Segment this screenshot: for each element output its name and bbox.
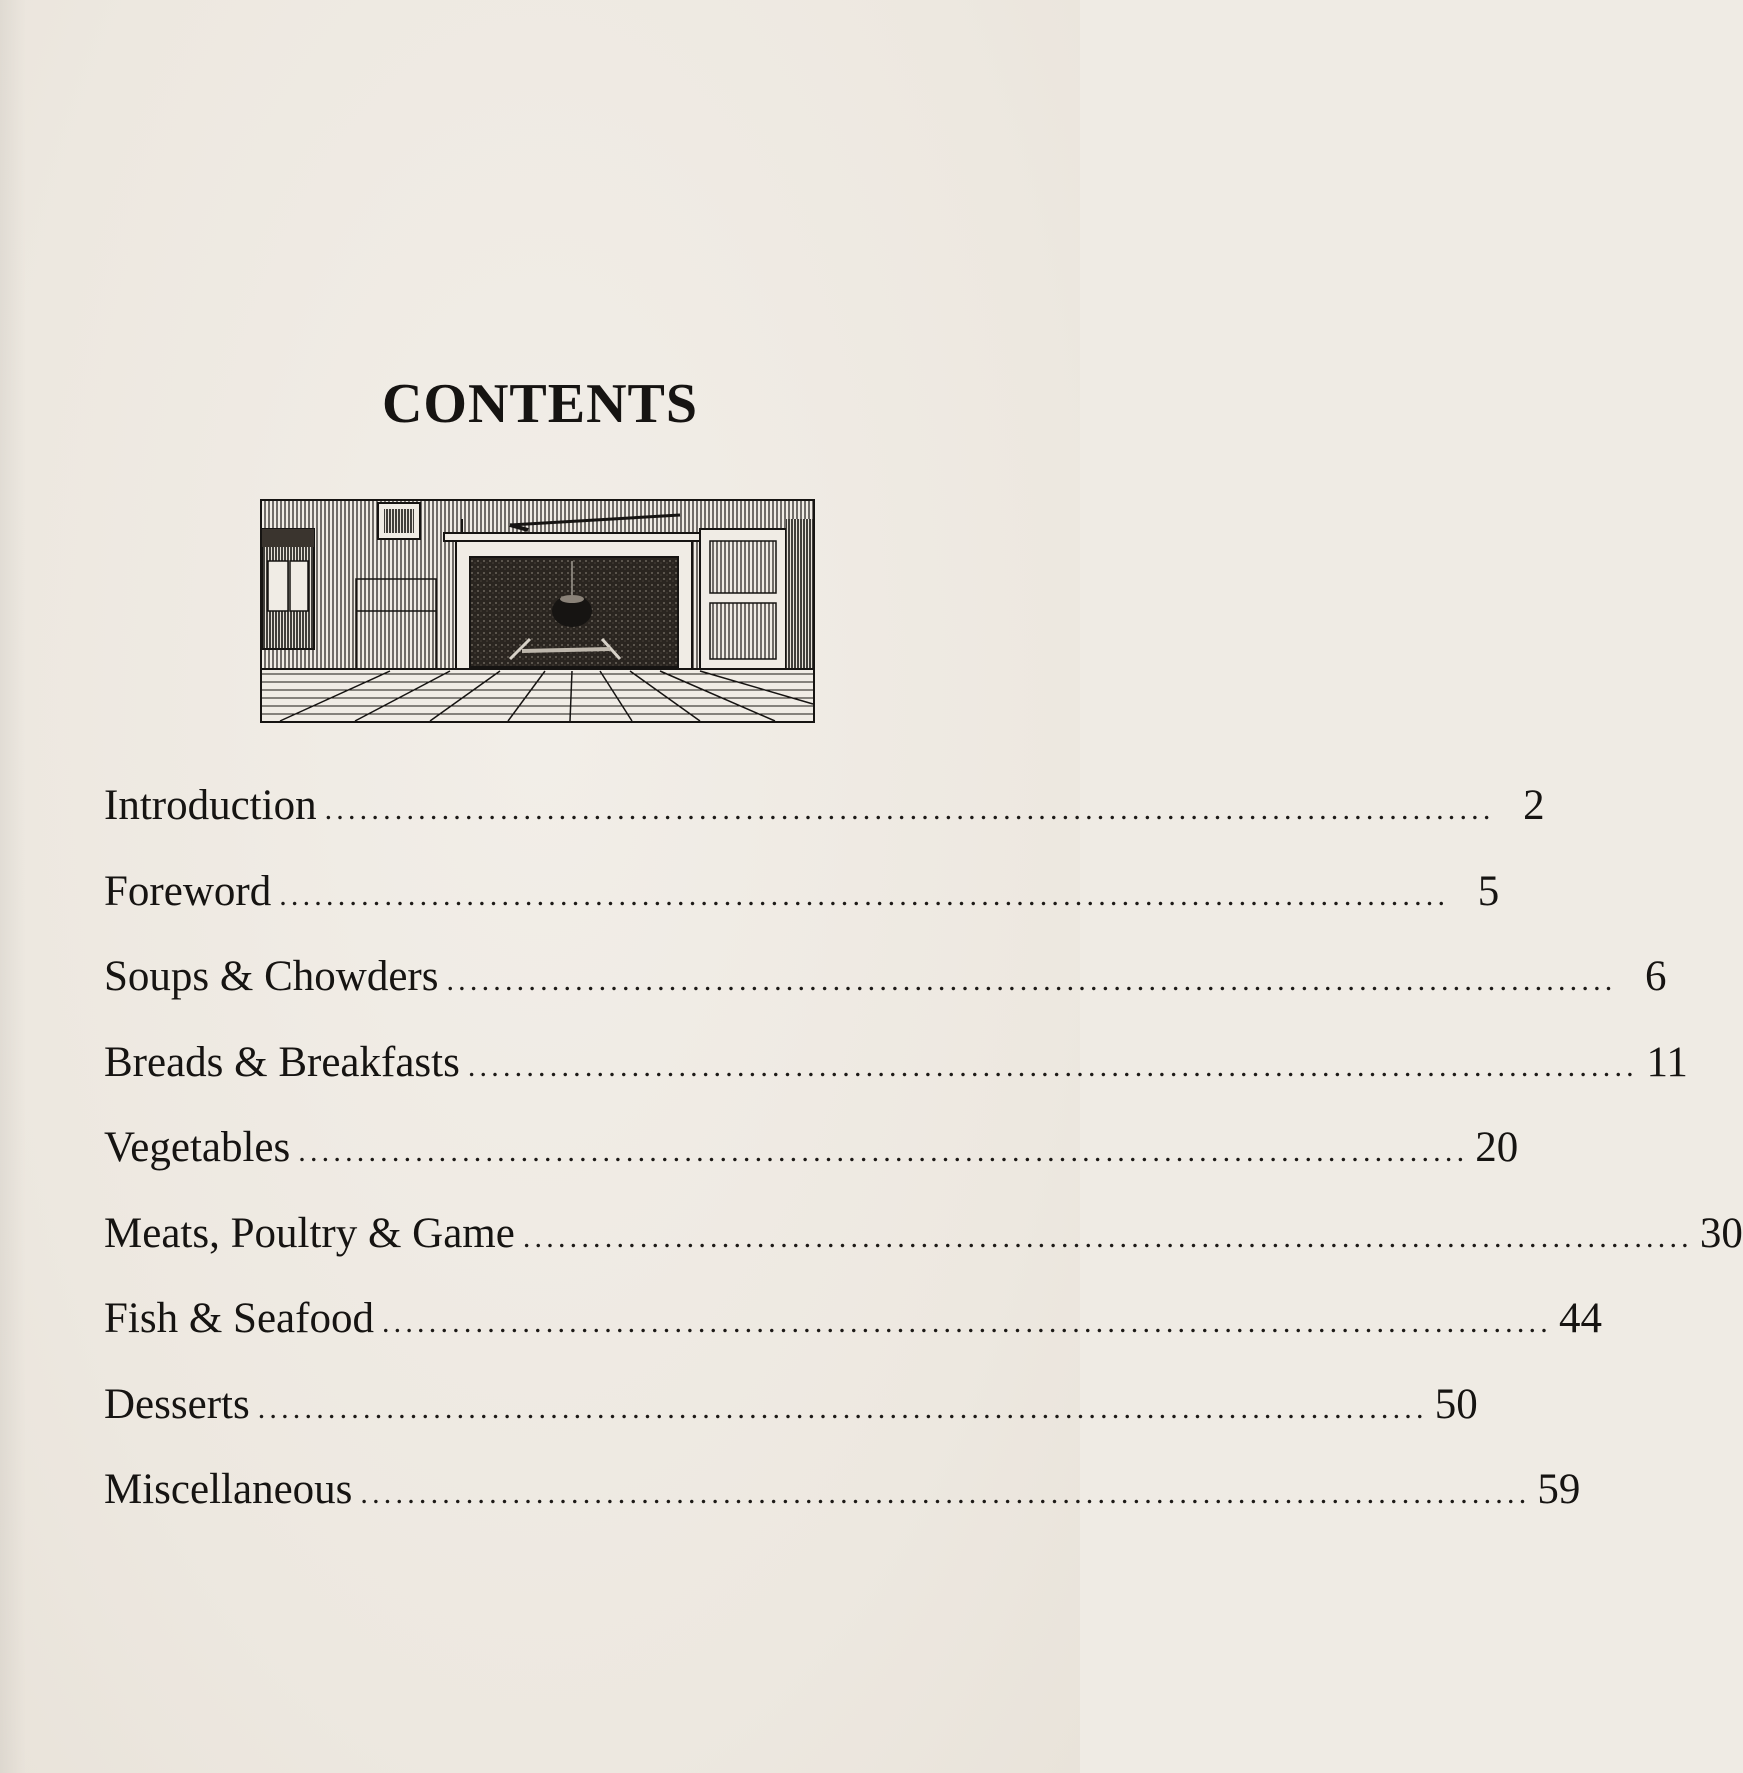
toc-entry-title: Foreword bbox=[104, 867, 272, 915]
dot-leader: .................................................................................................... bbox=[446, 964, 1617, 997]
toc-entry-title: Vegetables bbox=[104, 1124, 291, 1171]
toc-entry-title: Meats, Poultry & Game bbox=[104, 1209, 515, 1257]
toc-entry-title: Breads & Breakfasts bbox=[104, 1038, 460, 1086]
toc-entry[interactable] bbox=[104, 1033, 1688, 1119]
toc-entry-page: 2 bbox=[1523, 782, 1545, 829]
toc-entry-page: 44 bbox=[1558, 1295, 1602, 1342]
toc-entry-page: 6 bbox=[1644, 953, 1667, 1000]
toc-entry-page: 59 bbox=[1537, 1466, 1581, 1513]
toc-entry-title: Soups & Chowders bbox=[104, 953, 439, 1000]
toc-entry[interactable] bbox=[104, 862, 1500, 948]
table-of-contents bbox=[104, 776, 1743, 1546]
toc-entry-title: Desserts bbox=[104, 1380, 250, 1428]
toc-entry[interactable] bbox=[104, 776, 1545, 862]
toc-entry[interactable] bbox=[104, 947, 1667, 1033]
toc-entry-title: Miscellaneous bbox=[104, 1466, 353, 1513]
dot-leader: .................................................................................................... bbox=[360, 1477, 1531, 1510]
fireplace-illustration bbox=[260, 499, 815, 723]
toc-entry-page: 50 bbox=[1434, 1380, 1478, 1428]
dot-leader: .................................................................................................... bbox=[324, 793, 1495, 826]
toc-entry-title: Fish & Seafood bbox=[104, 1295, 374, 1342]
page-title: CONTENTS bbox=[381, 373, 699, 435]
toc-entry-title: Introduction bbox=[104, 782, 317, 829]
toc-entry[interactable] bbox=[104, 1375, 1478, 1461]
toc-entry[interactable] bbox=[104, 1118, 1519, 1204]
dot-leader: .................................................................................................... bbox=[279, 878, 1450, 912]
toc-entry-page: 30 bbox=[1699, 1209, 1743, 1257]
toc-entry[interactable] bbox=[104, 1460, 1581, 1546]
dot-leader: .................................................................................................... bbox=[522, 1220, 1693, 1254]
dot-leader: .................................................................................................... bbox=[467, 1049, 1638, 1083]
dot-leader: .................................................................................................... bbox=[381, 1306, 1552, 1339]
toc-entry[interactable] bbox=[104, 1289, 1602, 1375]
toc-entry-page: 20 bbox=[1475, 1124, 1519, 1171]
toc-entry[interactable] bbox=[104, 1204, 1743, 1290]
toc-entry-page: 5 bbox=[1477, 867, 1500, 915]
toc-entry-page: 11 bbox=[1646, 1038, 1688, 1086]
dot-leader: .................................................................................................... bbox=[257, 1391, 1428, 1425]
dot-leader: .................................................................................................... bbox=[298, 1135, 1469, 1168]
